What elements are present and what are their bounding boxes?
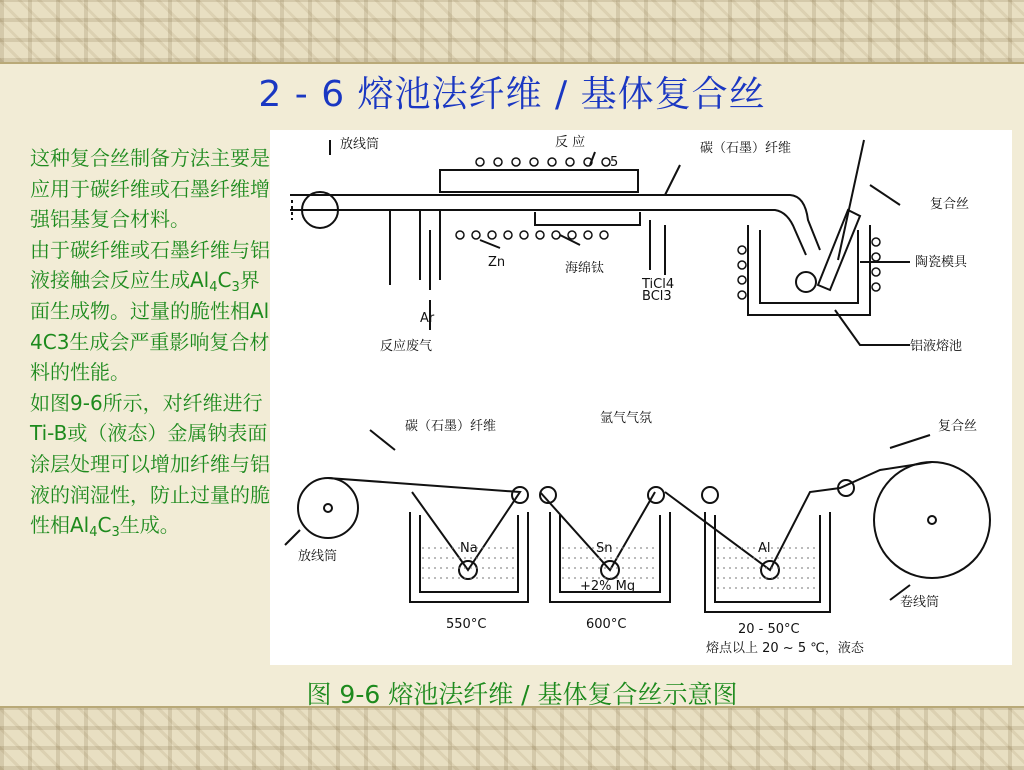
process-diagram-svg [270, 130, 1012, 665]
label-composite-top: 复合丝 [930, 197, 970, 212]
body-text [30, 143, 270, 541]
label-al: Al [758, 541, 771, 556]
label-al-bath: 铝液熔池 [910, 339, 963, 354]
label-sponge-ti: 海绵钛 [565, 261, 605, 276]
ceramic-die [818, 210, 860, 290]
reaction-chamber [440, 170, 638, 192]
paragraph-reaction: 由于碳纤维或石墨纤维与铝液接触会反应生成$Al_4C_3$界面生成物。过量的脆性相Al4C3生成会严重影响复合材料的性能。 [30, 237, 270, 385]
label-coil-num: 5 [610, 155, 619, 170]
top-decorative-border [0, 0, 1024, 64]
label-fiber-top: 碳（石墨）纤维 [700, 141, 792, 156]
label-ticl4: TiCl4 [642, 277, 675, 292]
slide-title: 2 - 6 熔池法纤维 / 基体复合丝 [258, 74, 766, 115]
label-unwind-top: 放线筒 [340, 137, 380, 152]
label-temp-600: 600°C [586, 617, 627, 632]
label-unwind-bottom: 放线筒 [298, 549, 338, 564]
process-diagram [270, 130, 1012, 665]
label-fiber-bottom: 碳（石墨）纤维 [405, 419, 497, 434]
label-composite-bottom: 复合丝 [938, 419, 978, 434]
figure-caption: 图 9-6 熔池法纤维 / 基体复合丝示意图 [306, 680, 738, 709]
wind-spool [874, 462, 990, 578]
label-na: Na [460, 541, 478, 556]
paragraph-coating: 如图9-6所示，对纤维进行Ti-B或（液态）金属钠表面涂层处理可以增加纤维与铝液的润湿性，防止过量的脆性相$Al_4C_3$生成。 [30, 390, 270, 541]
label-argon: 氩气气氛 [600, 411, 653, 426]
label-exhaust: 反应废气 [380, 339, 433, 354]
label-wind-spool: 卷线筒 [900, 595, 940, 610]
label-sn: Sn [596, 541, 613, 556]
bottom-unwind-spool [298, 478, 358, 538]
label-ar: Ar [420, 311, 435, 326]
label-mg: +2% Mg [580, 579, 636, 594]
label-ceramic-die: 陶瓷模具 [915, 255, 968, 270]
paragraph-intro: 这种复合丝制备方法主要是应用于碳纤维或石墨纤维增强铝基复合材料。 [30, 146, 270, 232]
na-tank [410, 512, 528, 602]
label-reaction: 反 应 [555, 135, 586, 150]
label-zn: Zn [488, 255, 506, 270]
label-bcl3: BCl3 [642, 289, 672, 304]
label-temp-550: 550°C [446, 617, 487, 632]
label-melt-note: 熔点以上 20 ~ 5 ℃，液态 [706, 641, 864, 656]
bottom-decorative-border [0, 706, 1024, 770]
label-temp-20-50: 20 - 50°C [738, 622, 800, 637]
